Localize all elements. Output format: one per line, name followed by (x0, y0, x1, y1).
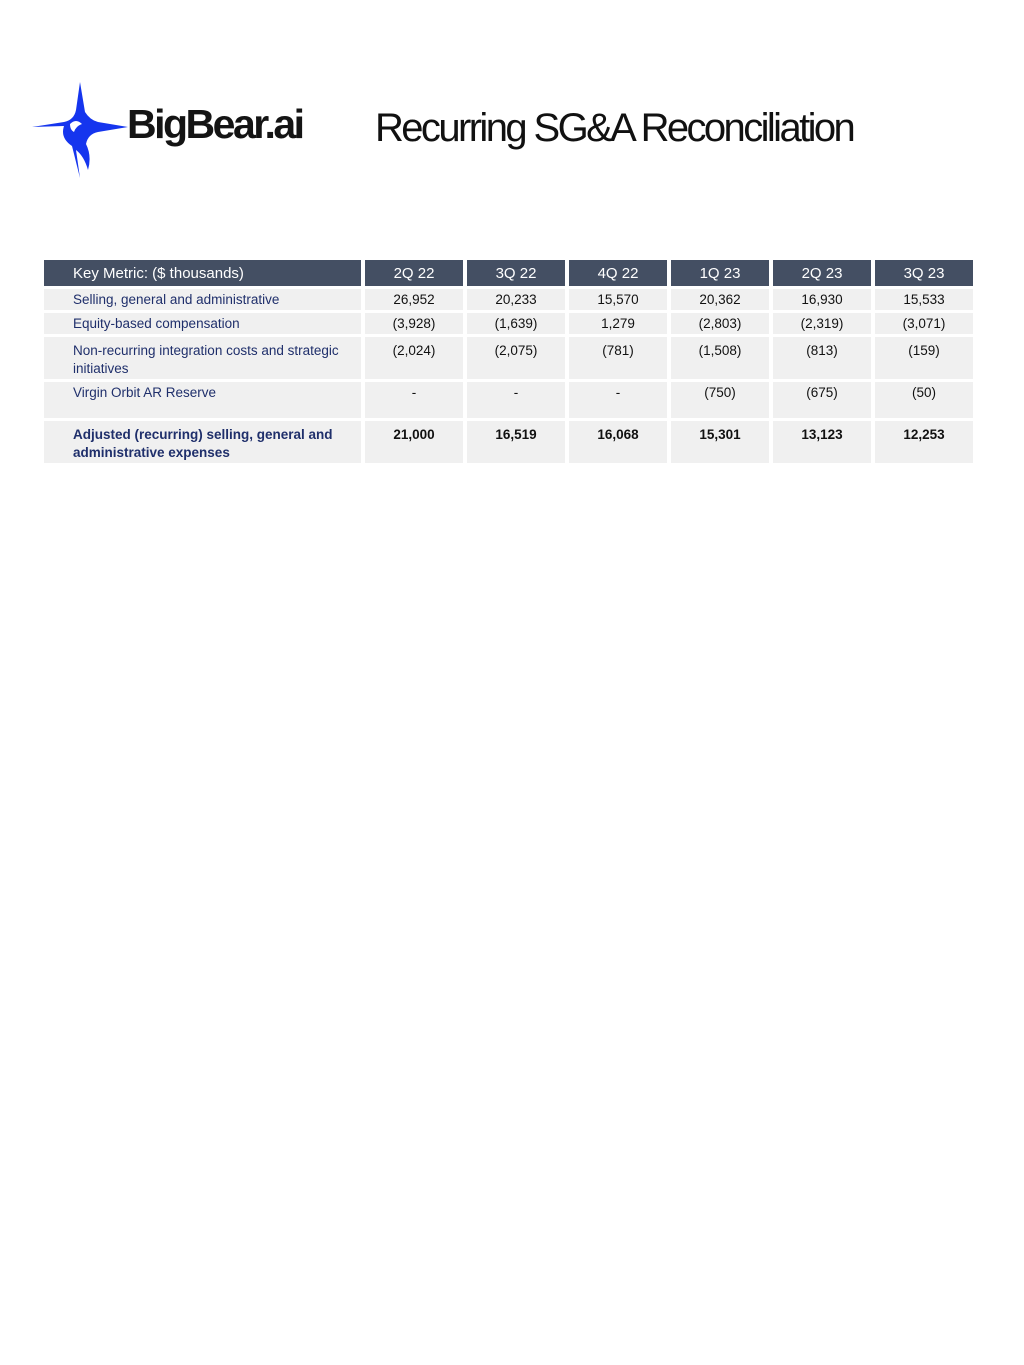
row-label: Selling, general and administrative (44, 289, 361, 310)
table-cell: (1,639) (467, 313, 565, 334)
table-cell: 16,930 (773, 289, 871, 310)
page-title: Recurring SG&A Reconciliation (375, 106, 854, 150)
table-cell: 13,123 (773, 421, 871, 463)
table-cell: (2,319) (773, 313, 871, 334)
brand-wordmark: BigBear.ai (127, 101, 303, 147)
column-header: 3Q 22 (467, 260, 565, 286)
header-key-metric: Key Metric: ($ thousands) (44, 260, 361, 286)
table-cell: 15,533 (875, 289, 973, 310)
table-cell: 16,068 (569, 421, 667, 463)
sga-reconciliation-table (40, 257, 977, 466)
column-header: 4Q 22 (569, 260, 667, 286)
table-cell: (3,928) (365, 313, 463, 334)
table-cell: (675) (773, 382, 871, 418)
table-cell: 15,570 (569, 289, 667, 310)
table-cell: (813) (773, 337, 871, 379)
column-header: 2Q 23 (773, 260, 871, 286)
table-cell: (159) (875, 337, 973, 379)
table-cell: 16,519 (467, 421, 565, 463)
table-cell: 26,952 (365, 289, 463, 310)
table-cell: 15,301 (671, 421, 769, 463)
table-cell: (2,075) (467, 337, 565, 379)
column-header: 2Q 22 (365, 260, 463, 286)
table-cell: - (569, 382, 667, 418)
table-row (44, 289, 973, 310)
column-header: 1Q 23 (671, 260, 769, 286)
table-cell: 20,233 (467, 289, 565, 310)
table-cell: 21,000 (365, 421, 463, 463)
table-cell: (2,024) (365, 337, 463, 379)
table-cell: 12,253 (875, 421, 973, 463)
table-cell: 20,362 (671, 289, 769, 310)
table-cell: (50) (875, 382, 973, 418)
table-cell: (781) (569, 337, 667, 379)
table-row (44, 382, 973, 418)
row-label: Adjusted (recurring) selling, general and administrative expenses (44, 421, 361, 463)
table-cell: (2,803) (671, 313, 769, 334)
table-cell: - (467, 382, 565, 418)
row-label: Virgin Orbit AR Reserve (44, 382, 361, 418)
table-row (44, 313, 973, 334)
row-label: Equity-based compensation (44, 313, 361, 334)
table-cell: (3,071) (875, 313, 973, 334)
row-label: Non-recurring integration costs and strategic initiatives (44, 337, 361, 379)
table-cell: (750) (671, 382, 769, 418)
table-row-total (44, 421, 973, 463)
table-header-row (44, 260, 973, 286)
table-cell: - (365, 382, 463, 418)
column-header: 3Q 23 (875, 260, 973, 286)
table-cell: (1,508) (671, 337, 769, 379)
table-cell: 1,279 (569, 313, 667, 334)
star-logo-icon (30, 80, 130, 180)
bigbear-logo (30, 80, 330, 180)
table-row (44, 337, 973, 379)
